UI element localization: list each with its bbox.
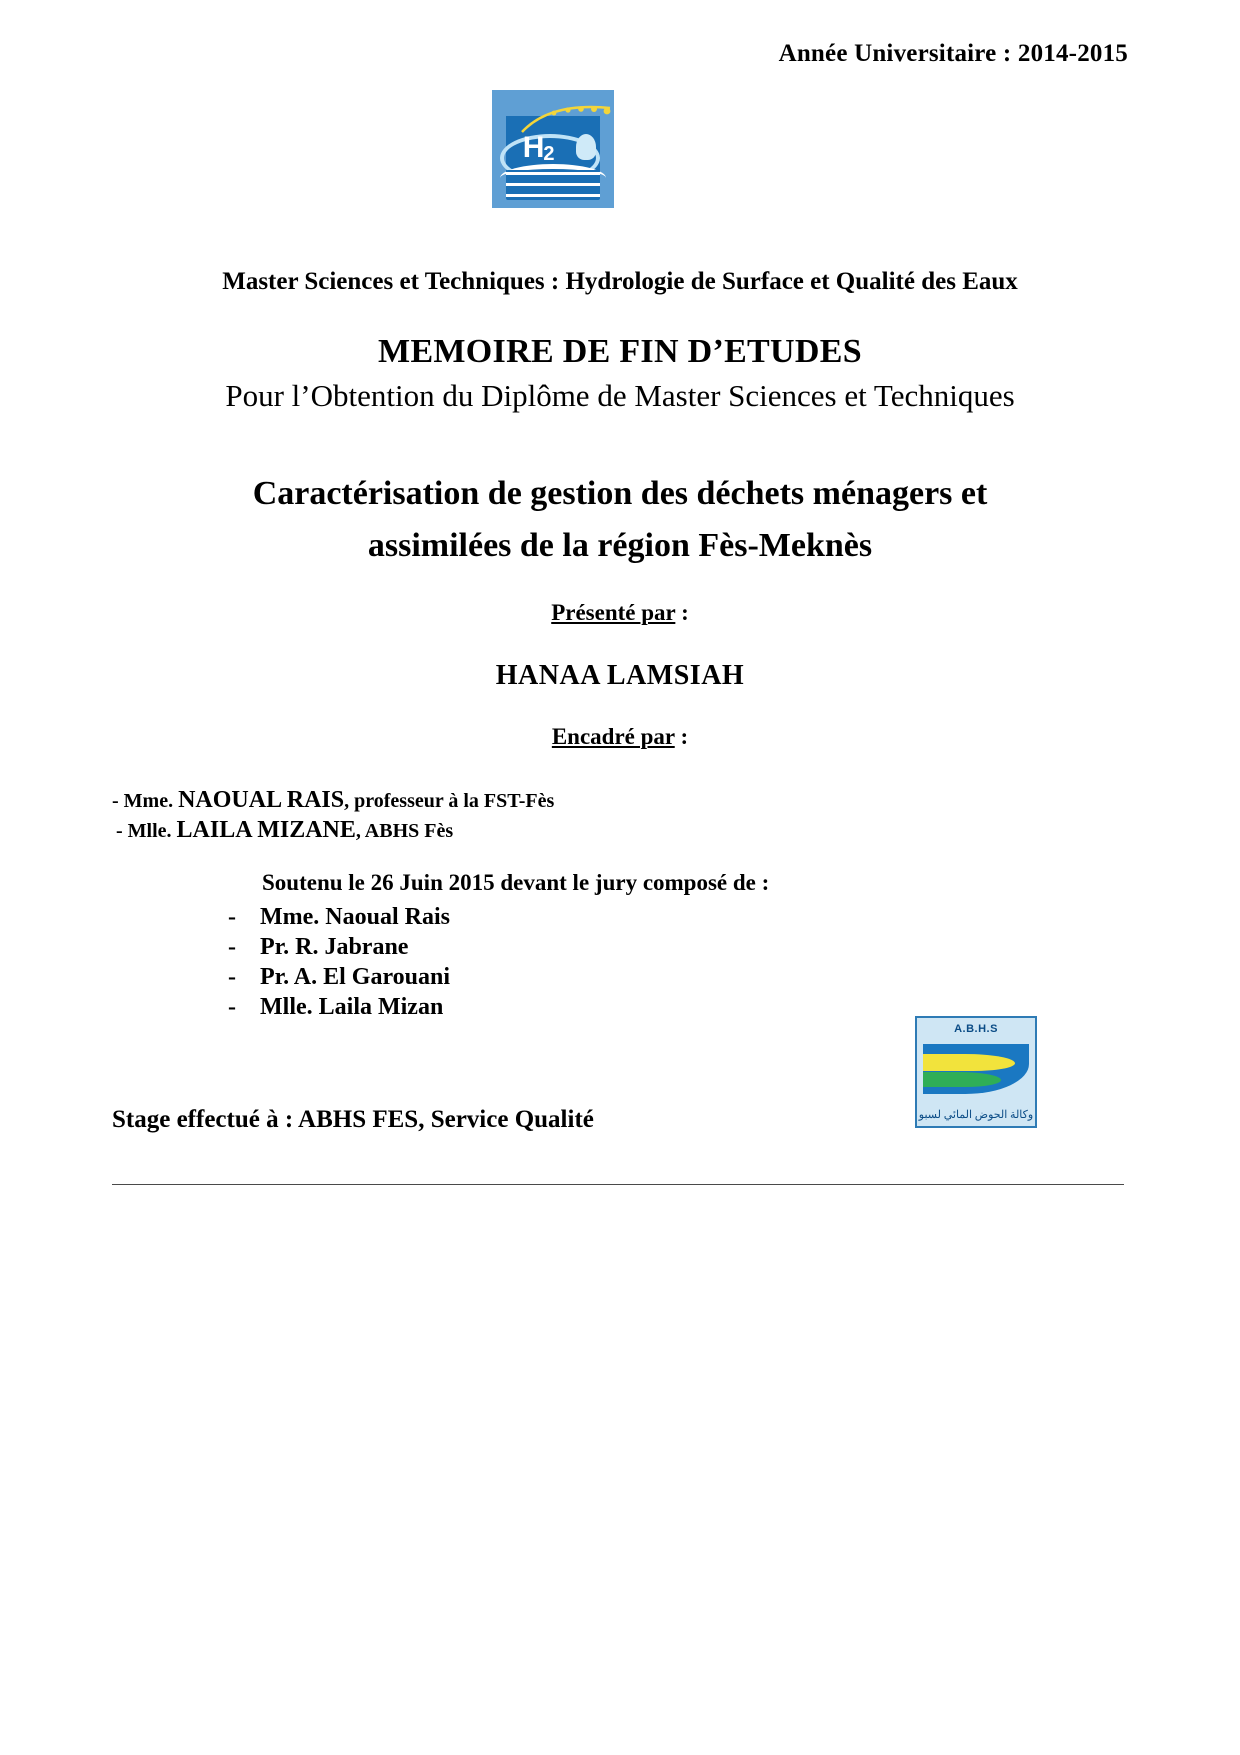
supervisor-list — [112, 786, 1012, 846]
jury-member — [228, 962, 450, 992]
jury-member-name: Mme. Naoual Rais — [260, 904, 450, 930]
jury-member — [228, 932, 450, 962]
jury-bullet-dash: - — [228, 964, 236, 990]
thesis-title — [130, 468, 1110, 572]
jury-list — [228, 902, 450, 1022]
abhs-logo-band-green — [923, 1072, 1001, 1087]
presented-by-label — [551, 600, 689, 625]
supervised-by-label — [552, 724, 688, 749]
defense-heading: Soutenu le 26 Juin 2015 devant le jury composé de : — [262, 870, 770, 895]
supervisor-prefix: - Mme. — [112, 790, 179, 812]
author-name: HANAA LAMSIAH — [495, 660, 745, 691]
abhs-logo — [915, 1016, 1037, 1128]
abhs-logo-arabic-caption: وكالة الحوض المائي لسبو — [918, 1109, 1034, 1121]
thesis-title-line-1: Caractérisation de gestion des déchets ménagers et — [252, 475, 988, 512]
h2o-logo-letter-h: H — [522, 131, 544, 164]
jury-member-name: Pr. R. Jabrane — [260, 934, 409, 960]
h2o-logo-waves — [506, 170, 600, 200]
jury-member-name: Pr. A. El Garouani — [260, 964, 451, 990]
jury-member — [228, 902, 450, 932]
supervised-by-label-text: Encadré par — [551, 724, 675, 749]
h2o-logo — [492, 90, 614, 208]
internship-line: Stage effectué à : ABHS FES, Service Qualité — [112, 1106, 594, 1133]
supervised-by-colon: : — [674, 724, 689, 749]
presented-by-block — [0, 600, 1240, 626]
thesis-title-line-2: assimilées de la région Fès-Meknès — [367, 527, 873, 564]
supervisor-affiliation: , ABHS Fès — [355, 820, 454, 842]
memoire-title: MEMOIRE DE FIN D’ETUDES — [378, 333, 862, 370]
supervisor-name: NAOUAL RAIS — [178, 787, 345, 813]
supervisor-item — [112, 786, 1012, 816]
academic-year: Année Universitaire : 2014-2015 — [778, 40, 1128, 67]
jury-member — [228, 992, 450, 1022]
presented-by-label-text: Présenté par — [551, 600, 676, 625]
supervised-by-block — [0, 724, 1240, 750]
abhs-logo-title: A.B.H.S — [954, 1023, 998, 1035]
supervisor-affiliation: , professeur à la FST-Fès — [344, 790, 555, 812]
jury-bullet-dash: - — [228, 904, 236, 930]
memoire-subtitle: Pour l’Obtention du Diplôme de Master Sciences et Techniques — [225, 378, 1015, 413]
supervisor-prefix: - Mlle. — [116, 820, 177, 842]
jury-bullet-dash: - — [228, 934, 236, 960]
presented-by-colon: : — [675, 600, 689, 625]
jury-bullet-dash: - — [228, 994, 236, 1020]
abhs-logo-band-yellow — [923, 1054, 1015, 1071]
h2o-logo-digit-2: 2 — [543, 143, 554, 165]
footer-divider — [112, 1184, 1124, 1185]
supervisor-item — [116, 816, 1012, 846]
program-line: Master Sciences et Techniques : Hydrologie de Surface et Qualité des Eaux — [222, 268, 1018, 295]
jury-member-name: Mlle. Laila Mizan — [260, 994, 444, 1020]
supervisor-name: LAILA MIZANE — [176, 817, 356, 843]
h2o-logo-waterdrop — [576, 134, 596, 160]
